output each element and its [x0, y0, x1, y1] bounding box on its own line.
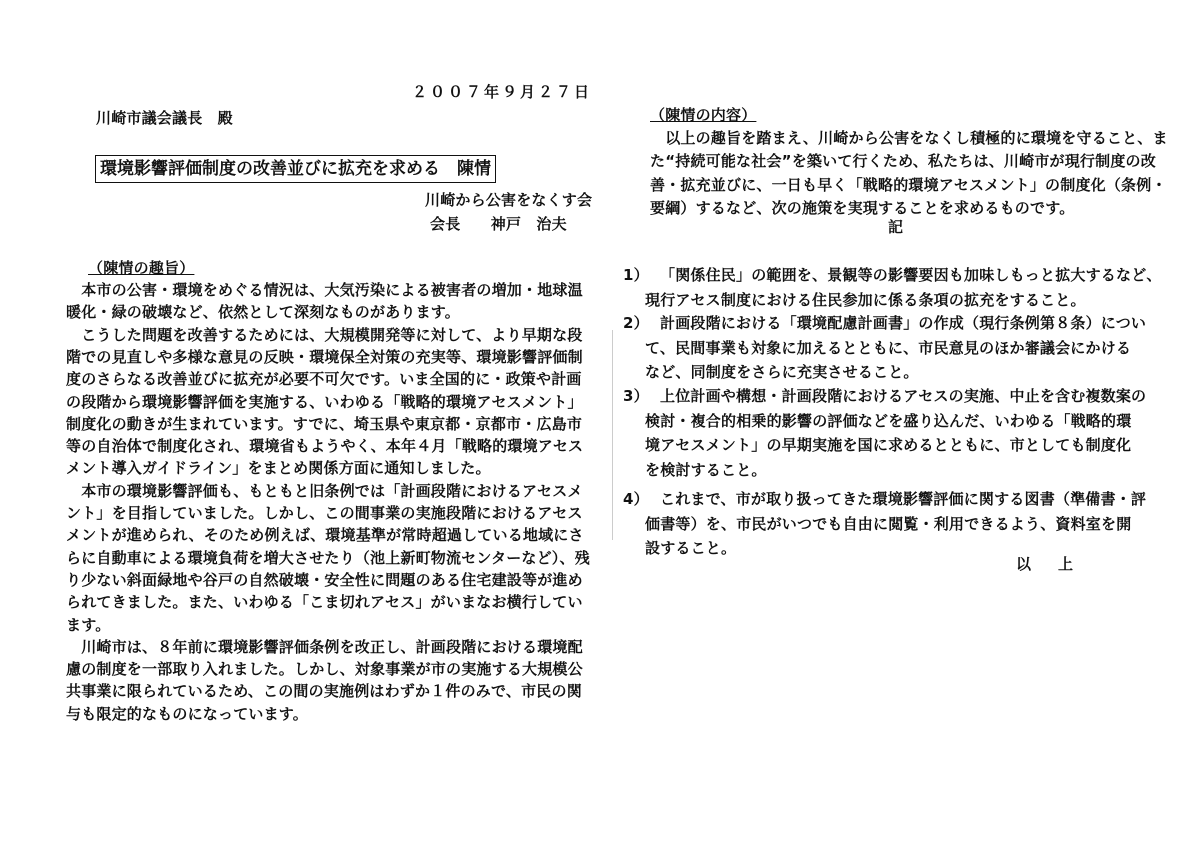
item-number: 3） — [623, 387, 649, 405]
item-line: て、民間事業も対象に加えるとともに、市民意見のほか審議会にかける — [645, 338, 1132, 357]
body-line: 度のさらなる改善並びに拡充が必要不可欠です。いま全国的に・政策や計画 — [66, 370, 582, 389]
body-line: 慮の制度を一部取り入れました。しかし、対象事業が市の実施する大規模公 — [66, 660, 583, 679]
body-line: 本市の公害・環境をめぐる情況は、大気汚染による被害者の増加・地球温 — [66, 281, 583, 299]
body-line: 与も限定的なものになっています。 — [66, 704, 309, 723]
body-line: こうした問題を改善するためには、大規模開発等に対して、より早期な段 — [66, 325, 583, 344]
chair-name: 会長 神戸 治夫 — [430, 215, 567, 233]
body-line: 川崎市は、８年前に環境影響評価条例を改正し、計画段階における環境配 — [66, 637, 583, 656]
page-divider — [612, 330, 613, 540]
body-line: 等の自治体で制度化され、環境省もようやく、本年４月「戦略的環境アセス — [66, 437, 584, 456]
item-line: これまで、市が取り扱ってきた環境影響評価に関する図書（準備書・評 — [660, 490, 1147, 508]
item-number: 4） — [623, 490, 649, 508]
document-title: 環境影響評価制度の改善並びに拡充を求める 陳情 — [95, 155, 496, 183]
addressee: 川崎市議会議長 殿 — [96, 109, 233, 127]
purpose-heading: （陳情の趣旨） — [88, 259, 195, 277]
body-line: ント」を目指していました。しかし、この間事業の実施段階におけるアセス — [66, 504, 583, 522]
item-number: 1） — [623, 266, 649, 284]
intro-line: 以上の趣旨を踏まえ、川崎から公害をなくし積極的に環境を守ること、ま — [650, 129, 1168, 147]
item-line: など、同制度をさらに充実させること。 — [645, 363, 919, 381]
body-line: 本市の環境影響評価も、もともと旧条例では「計画段階におけるアセスメ — [66, 481, 583, 500]
intro-line: 要綱）するなど、次の施策を実現することを求めるものです。 — [650, 198, 1075, 217]
content-heading: （陳情の内容） — [650, 106, 757, 124]
body-line: メントが進められ、そのため例えば、環境基準が常時超過している地域にさ — [66, 526, 584, 545]
body-line: 階での見直しや多様な意見の反映・環境保全対策の充実等、環境影響評価制 — [66, 347, 583, 366]
body-line: の段階から環境影響評価を実施する、いわゆる「戦略的環境アセスメント」 — [66, 392, 583, 411]
body-line: らに自動車による環境負荷を増大させたり（池上新町物流センターなど）、残 — [66, 548, 590, 567]
item-line: 価書等）を、市民がいつでも自由に閲覧・利用できるよう、資料室を開 — [645, 514, 1132, 533]
ki-mark: 記 — [888, 218, 904, 236]
organization: 川崎から公害をなくす会 — [425, 191, 593, 209]
item-line: 上位計画や構想・計画段階におけるアセスの実施、中止を含む複数案の — [660, 387, 1147, 405]
item-number: 2） — [623, 314, 649, 332]
item-line: 「関係住民」の範囲を、景観等の影響要因も加味しもっと拡大するなど、 — [660, 266, 1162, 284]
body-line: 暖化・緑の破壊など、依然として深刻なものがあります。 — [66, 303, 461, 322]
body-line: メント導入ガイドライン」をまとめ関係方面に通知しました。 — [66, 459, 491, 478]
item-line: 境アセスメント」の早期実施を国に求めるとともに、市としても制度化 — [645, 436, 1132, 454]
intro-line: た“持続可能な社会”を築いて行くため、私たちは、川崎市が現行制度の改 — [650, 152, 1156, 171]
body-line: 制度化の動きが生まれています。すでに、埼玉県や東京都・京都市・広島市 — [66, 414, 583, 433]
body-line: り少ない斜面緑地や谷戸の自然破壊・安全性に問題のある住宅建設等が進め — [66, 570, 583, 589]
body-line: 共事業に限られているため、この間の実施例はわずか１件のみで、市民の関 — [66, 682, 582, 701]
date: ２００７年９月２７日 — [412, 83, 593, 101]
body-line: ます。 — [66, 615, 111, 634]
item-line: 現行アセス制度における住民参加に係る条項の拡充をすること。 — [645, 290, 1086, 309]
item-line: 設すること。 — [645, 539, 737, 557]
body-line: られてきました。また、いわゆる「こま切れアセス」がいまなお横行してい — [66, 593, 583, 612]
item-line: を検討すること。 — [645, 460, 767, 479]
intro-line: 善・拡充並びに、一日も早く「戦略的環境アセスメント」の制度化（条例・ — [650, 175, 1167, 194]
closing-mark: 以 上 — [1016, 555, 1080, 573]
item-line: 検討・複合的相乗的影響の評価などを盛り込んだ、いわゆる「戦略的環 — [645, 411, 1132, 430]
item-line: 計画段階における「環境配慮計画書」の作成（現行条例第８条）につい — [660, 314, 1147, 332]
